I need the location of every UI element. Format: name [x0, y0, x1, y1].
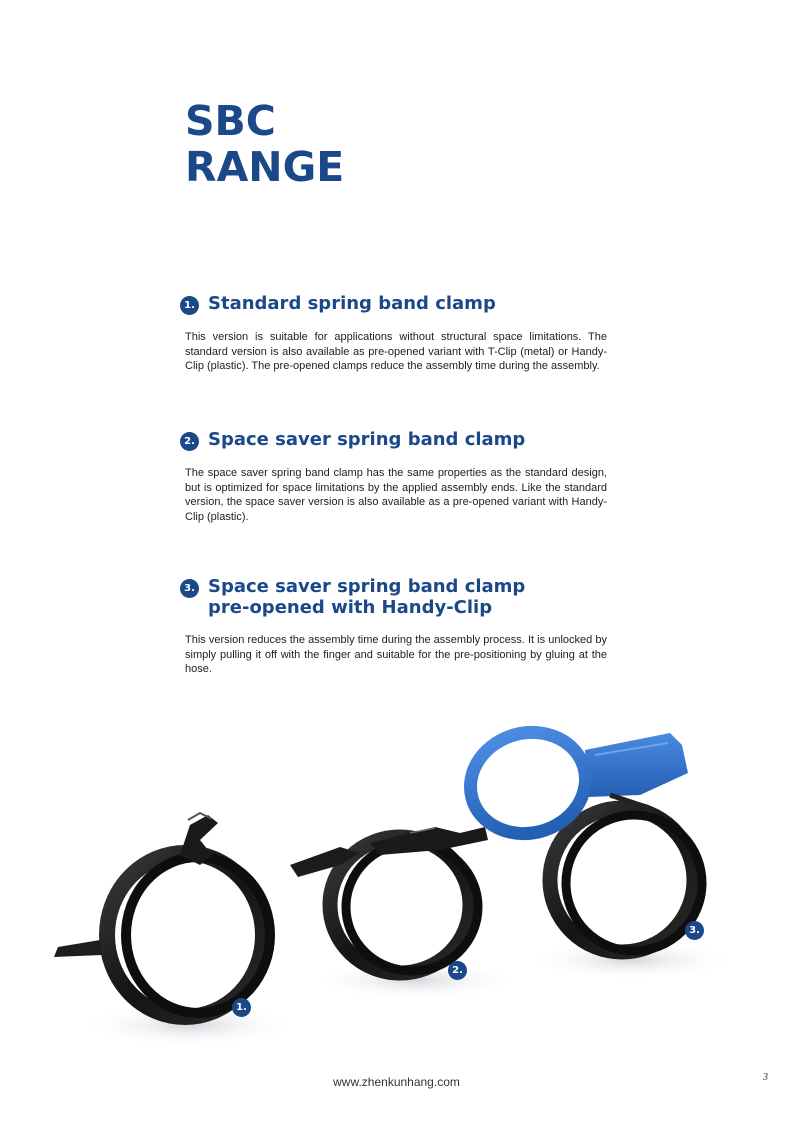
section-space-saver-handy-clip	[180, 576, 608, 677]
section-title-line-2: pre-opened with Handy-Clip	[208, 597, 493, 618]
section-title	[208, 293, 496, 314]
page-number: 3	[763, 1072, 768, 1083]
clamp-handy-clip-image	[459, 720, 735, 980]
clamp-standard-image	[54, 813, 300, 1047]
section-heading	[180, 293, 608, 315]
clamps-illustration	[40, 715, 740, 1050]
photo-badge-3: 3.	[685, 921, 704, 940]
section-number-badge: 1.	[180, 296, 199, 315]
section-number-badge: 2.	[180, 432, 199, 451]
page-title-line-1: SBC	[185, 97, 276, 145]
page-title	[185, 98, 344, 190]
section-title-line-1: Space saver spring band clamp	[208, 576, 526, 597]
section-heading	[180, 576, 608, 618]
section-title-line: Standard spring band clamp	[208, 293, 496, 314]
page-title-line-2: RANGE	[185, 143, 345, 191]
section-title	[208, 576, 525, 618]
section-title-line: Space saver spring band clamp	[208, 429, 526, 450]
section-standard-clamp	[180, 293, 608, 374]
section-space-saver-clamp	[180, 429, 608, 524]
section-heading	[180, 429, 608, 451]
photo-badge-2: 2.	[448, 961, 467, 980]
clamp-space-saver-image	[290, 827, 520, 1000]
photo-badge-1: 1.	[232, 998, 251, 1017]
section-number-badge: 3.	[180, 579, 199, 598]
section-body: This version reduces the assembly time during the assembly process. It is unlocked by simply pulling it off with the finger and suitable for the pre-positioning by gluing at the hose.	[185, 634, 607, 675]
footer-website-url: www.zhenkunhang.com	[333, 1075, 460, 1089]
section-body: This version is suitable for applications without structural space limitations. The standard version is also available as pre-opened variant with T-Clip (metal) or Handy-Clip (plastic). The pre-opened clamps reduce the assembly time during the assembly.	[185, 331, 607, 372]
product-photo	[40, 715, 740, 1050]
section-title	[208, 429, 525, 450]
section-body: The space saver spring band clamp has the same properties as the standard design, but is optimized for space limitations by the applied assembly ends. Like the standard version, the space saver version is also available as a pre-opened variant with Handy-Clip (plastic).	[185, 467, 607, 523]
